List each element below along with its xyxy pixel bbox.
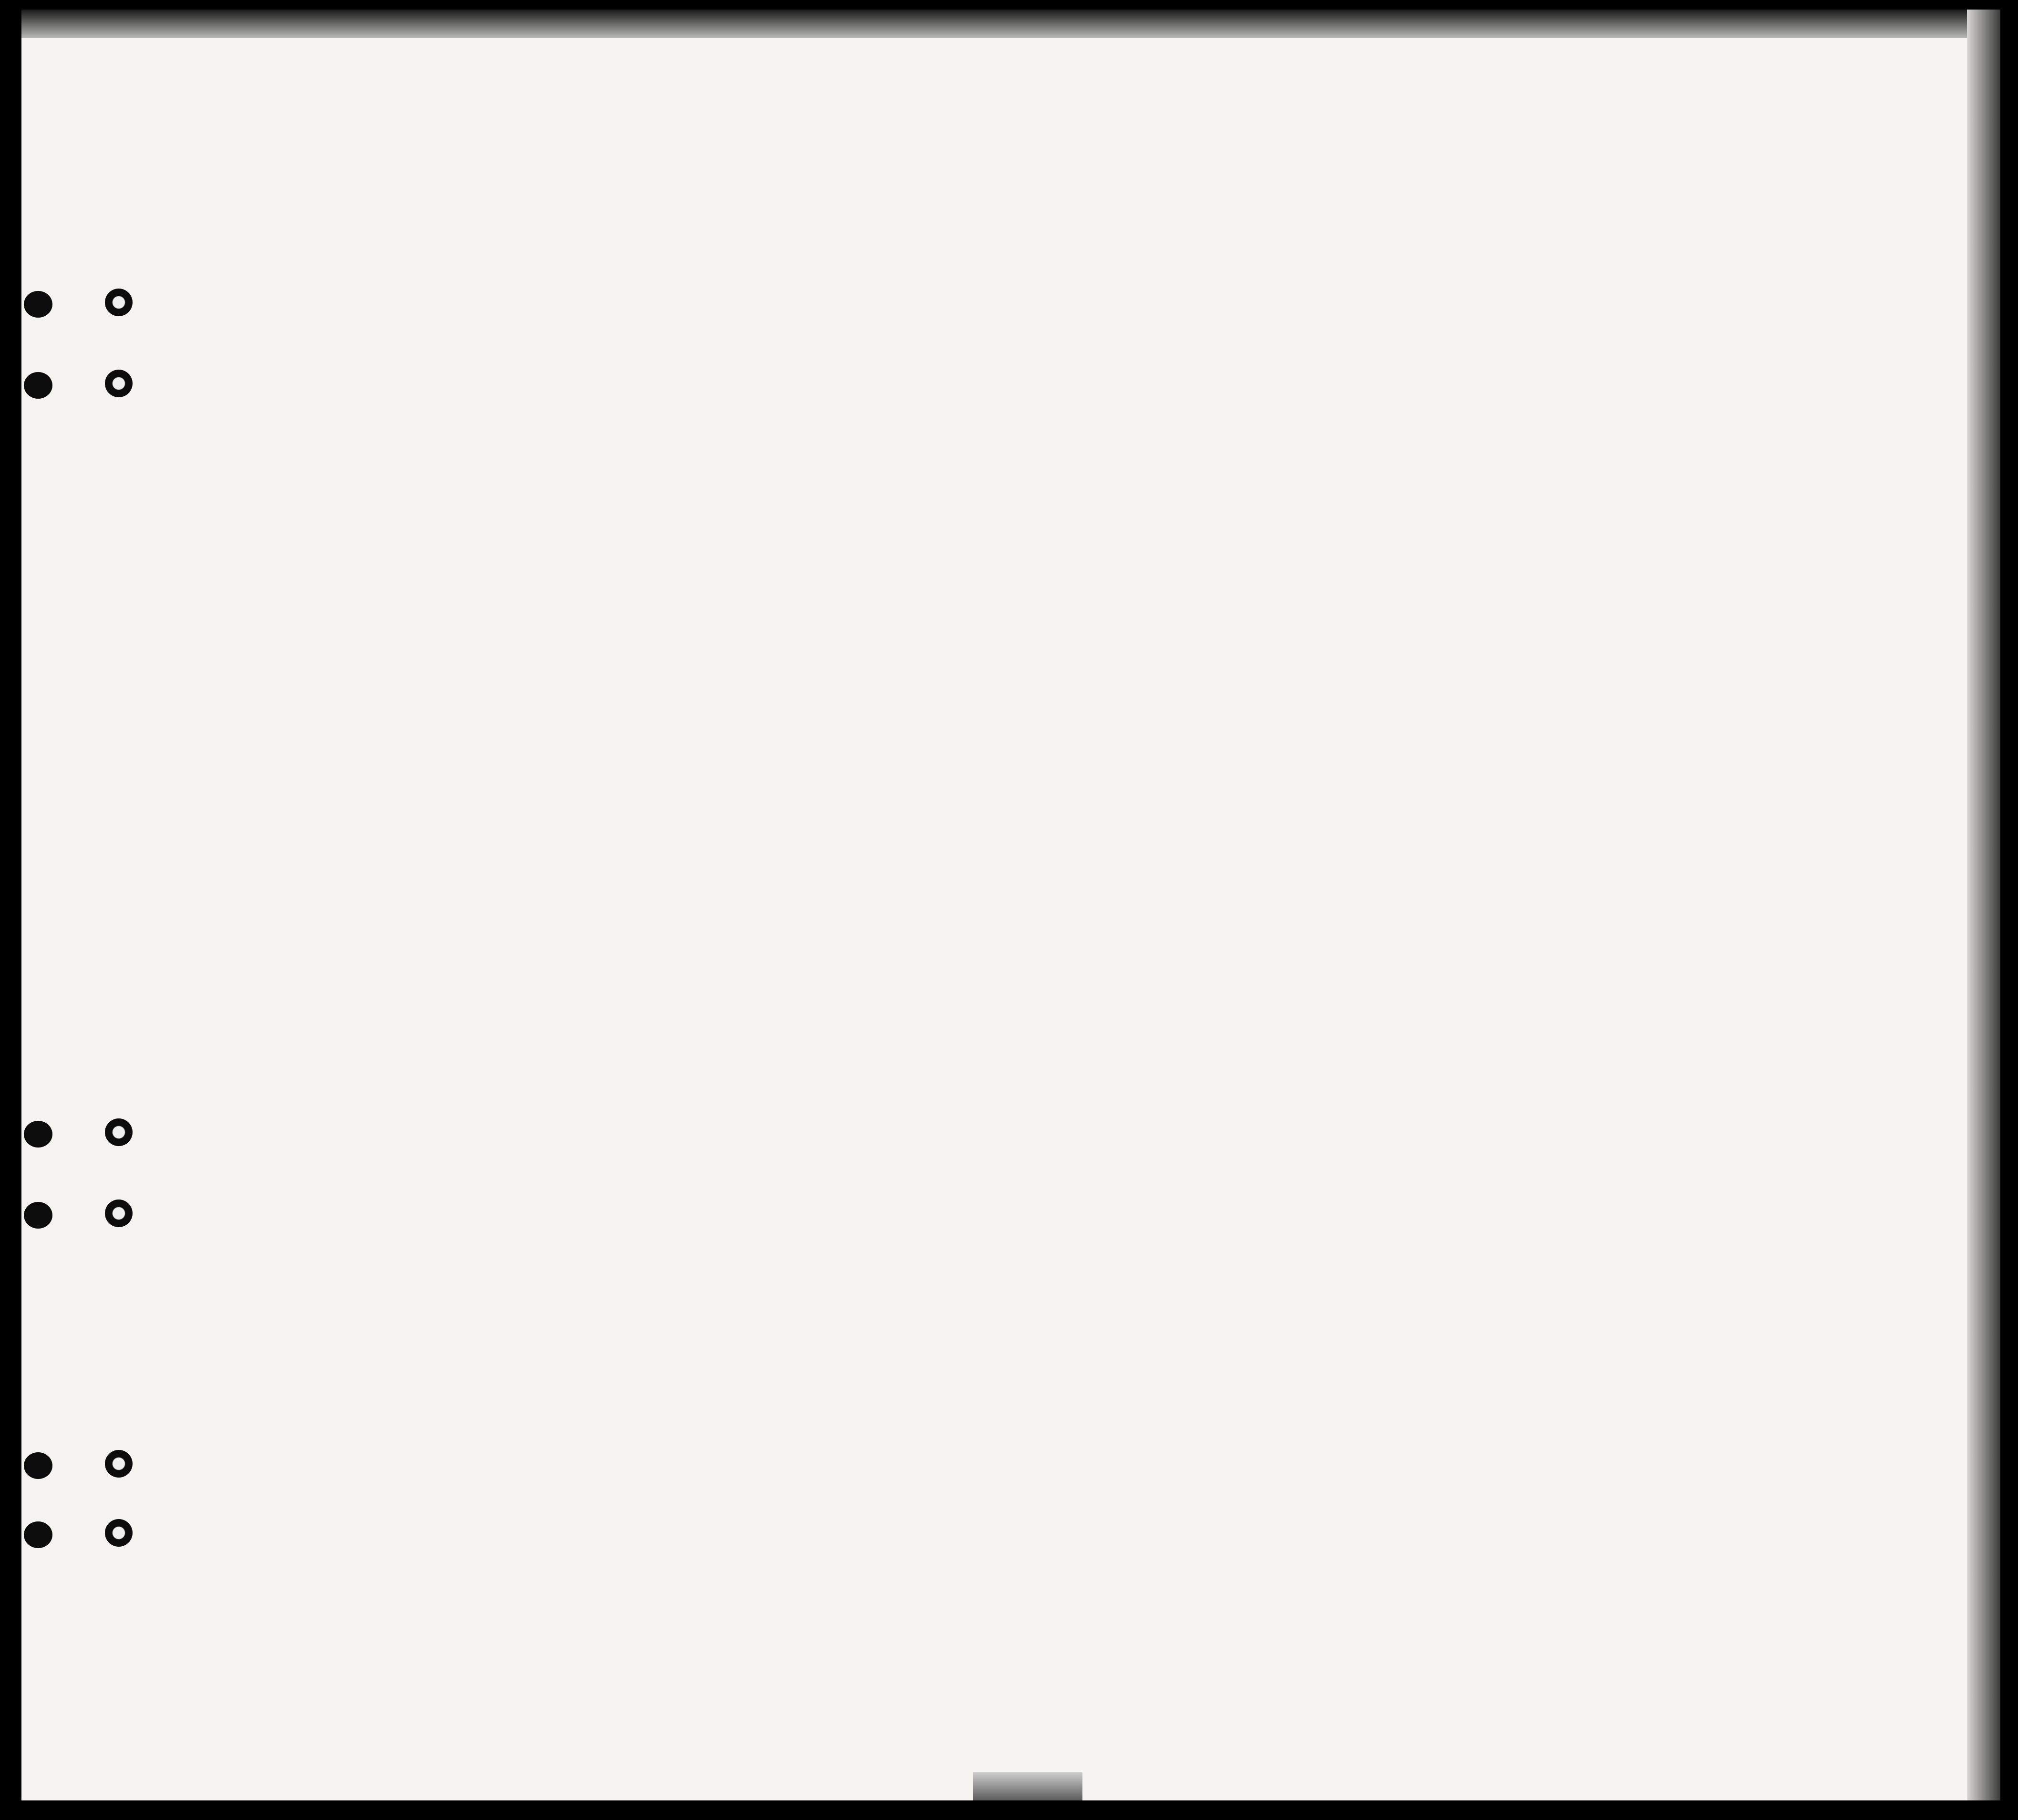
col-33-inches [1678,429,1693,467]
bottom-tab [973,1772,1082,1800]
col-24-sub1 [1166,362,1199,467]
col-26-header [1357,353,1371,467]
form-grid [21,10,2000,1800]
col-19-header [608,353,627,467]
col-28-header [1395,353,1447,467]
col-33-feet [1652,429,1667,467]
manifest-sheet [21,10,2000,1800]
col-21-header [744,353,763,467]
col-24-sub2 [1230,362,1264,467]
col-25-header [1314,353,1338,467]
col-30-header [1493,353,1521,467]
col-29-header [1450,353,1478,467]
